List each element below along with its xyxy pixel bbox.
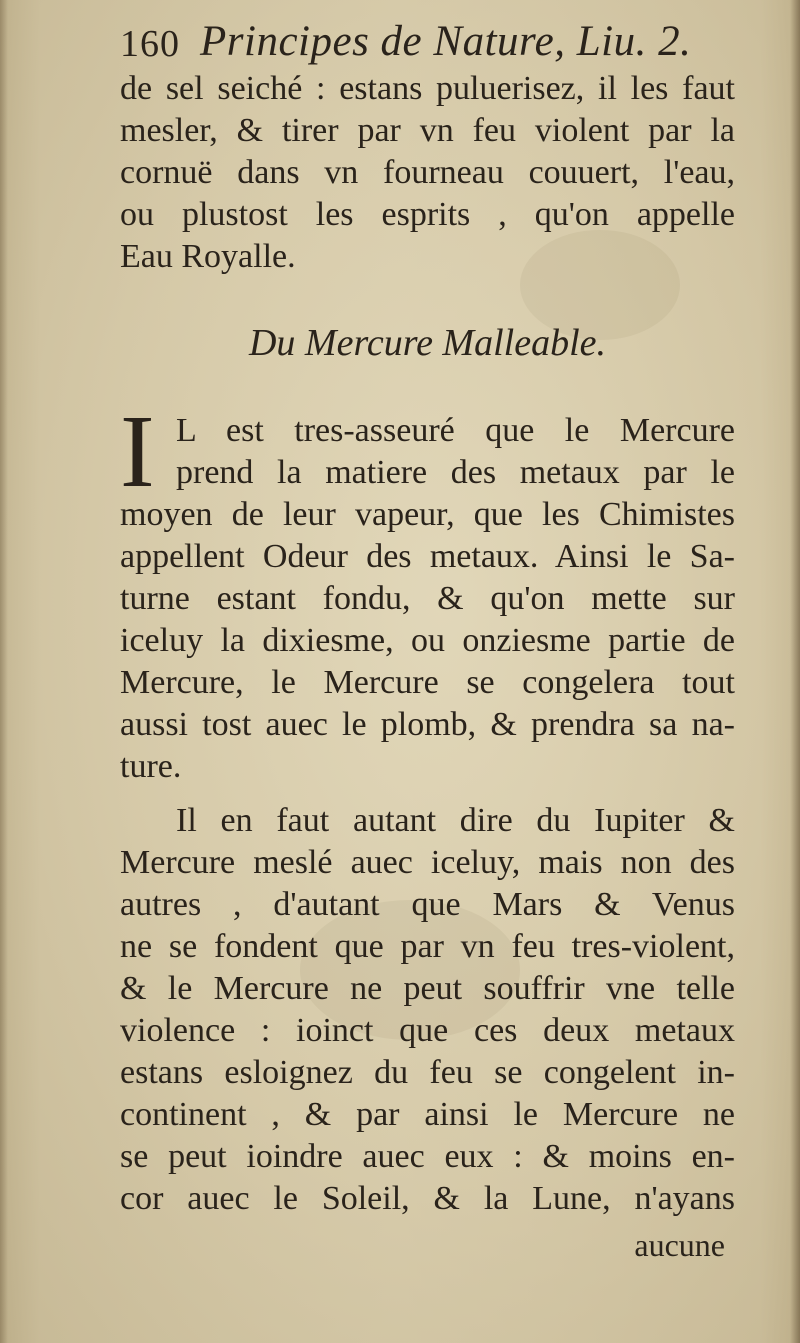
text-line: violence : ioinct que ces deux metaux: [120, 1012, 735, 1049]
text-line: L est tres-asseuré que le Mercure: [176, 412, 735, 449]
text-line: Mercure, le Mercure se congelera tout: [120, 664, 735, 701]
text-line: cor auec le Soleil, & la Lune, n'ayans: [120, 1180, 735, 1217]
text-line: moyen de leur vapeur, que les Chimistes: [120, 496, 735, 533]
running-head: Principes de Nature, Liu. 2.: [200, 18, 692, 65]
text-line: cornuë dans vn fourneau couuert, l'eau,: [120, 154, 735, 191]
paragraph-1: [120, 410, 735, 788]
text-line: turne estant fondu, & qu'on mette sur: [120, 580, 735, 617]
text-line: Il en faut autant dire du Iupiter &: [176, 802, 735, 839]
text-line: ou plustost les esprits , qu'on appelle: [120, 196, 735, 233]
text-line: mesler, & tirer par vn feu violent par la: [120, 112, 735, 149]
text-line: appellent Odeur des metaux. Ainsi le Sa-: [120, 538, 735, 575]
text-line: ture.: [120, 748, 182, 785]
text-line: iceluy la dixiesme, ou onziesme partie de: [120, 622, 735, 659]
page-left-edge-shadow: [0, 0, 8, 1343]
text-line: Eau Royalle.: [120, 238, 296, 275]
text-line: autres , d'autant que Mars & Venus: [120, 886, 735, 923]
intro-paragraph: [120, 68, 735, 278]
text-line: ne se fondent que par vn feu tres-violent,: [120, 928, 735, 965]
drop-cap: I: [120, 394, 155, 509]
text-line: prend la matiere des metaux par le: [176, 454, 735, 491]
page-number: 160: [120, 23, 180, 65]
page-header: [120, 16, 740, 70]
section-heading: Du Mercure Malleable.: [248, 322, 606, 364]
page-right-edge-shadow: [790, 0, 800, 1343]
text-line: estans esloignez du feu se congelent in-: [120, 1054, 735, 1091]
catchword: aucune: [634, 1227, 725, 1263]
text-line: aussi tost auec le plomb, & prendra sa na-: [120, 706, 735, 743]
text-line: continent , & par ainsi le Mercure ne: [120, 1096, 735, 1133]
paragraph-2: [120, 800, 735, 1220]
text-line: de sel seiché : estans puluerisez, il les faut: [120, 70, 735, 107]
text-line: Mercure meslé auec iceluy, mais non des: [120, 844, 735, 881]
text-line: se peut ioindre auec eux : & moins en-: [120, 1138, 735, 1175]
text-line: & le Mercure ne peut souffrir vne telle: [120, 970, 735, 1007]
